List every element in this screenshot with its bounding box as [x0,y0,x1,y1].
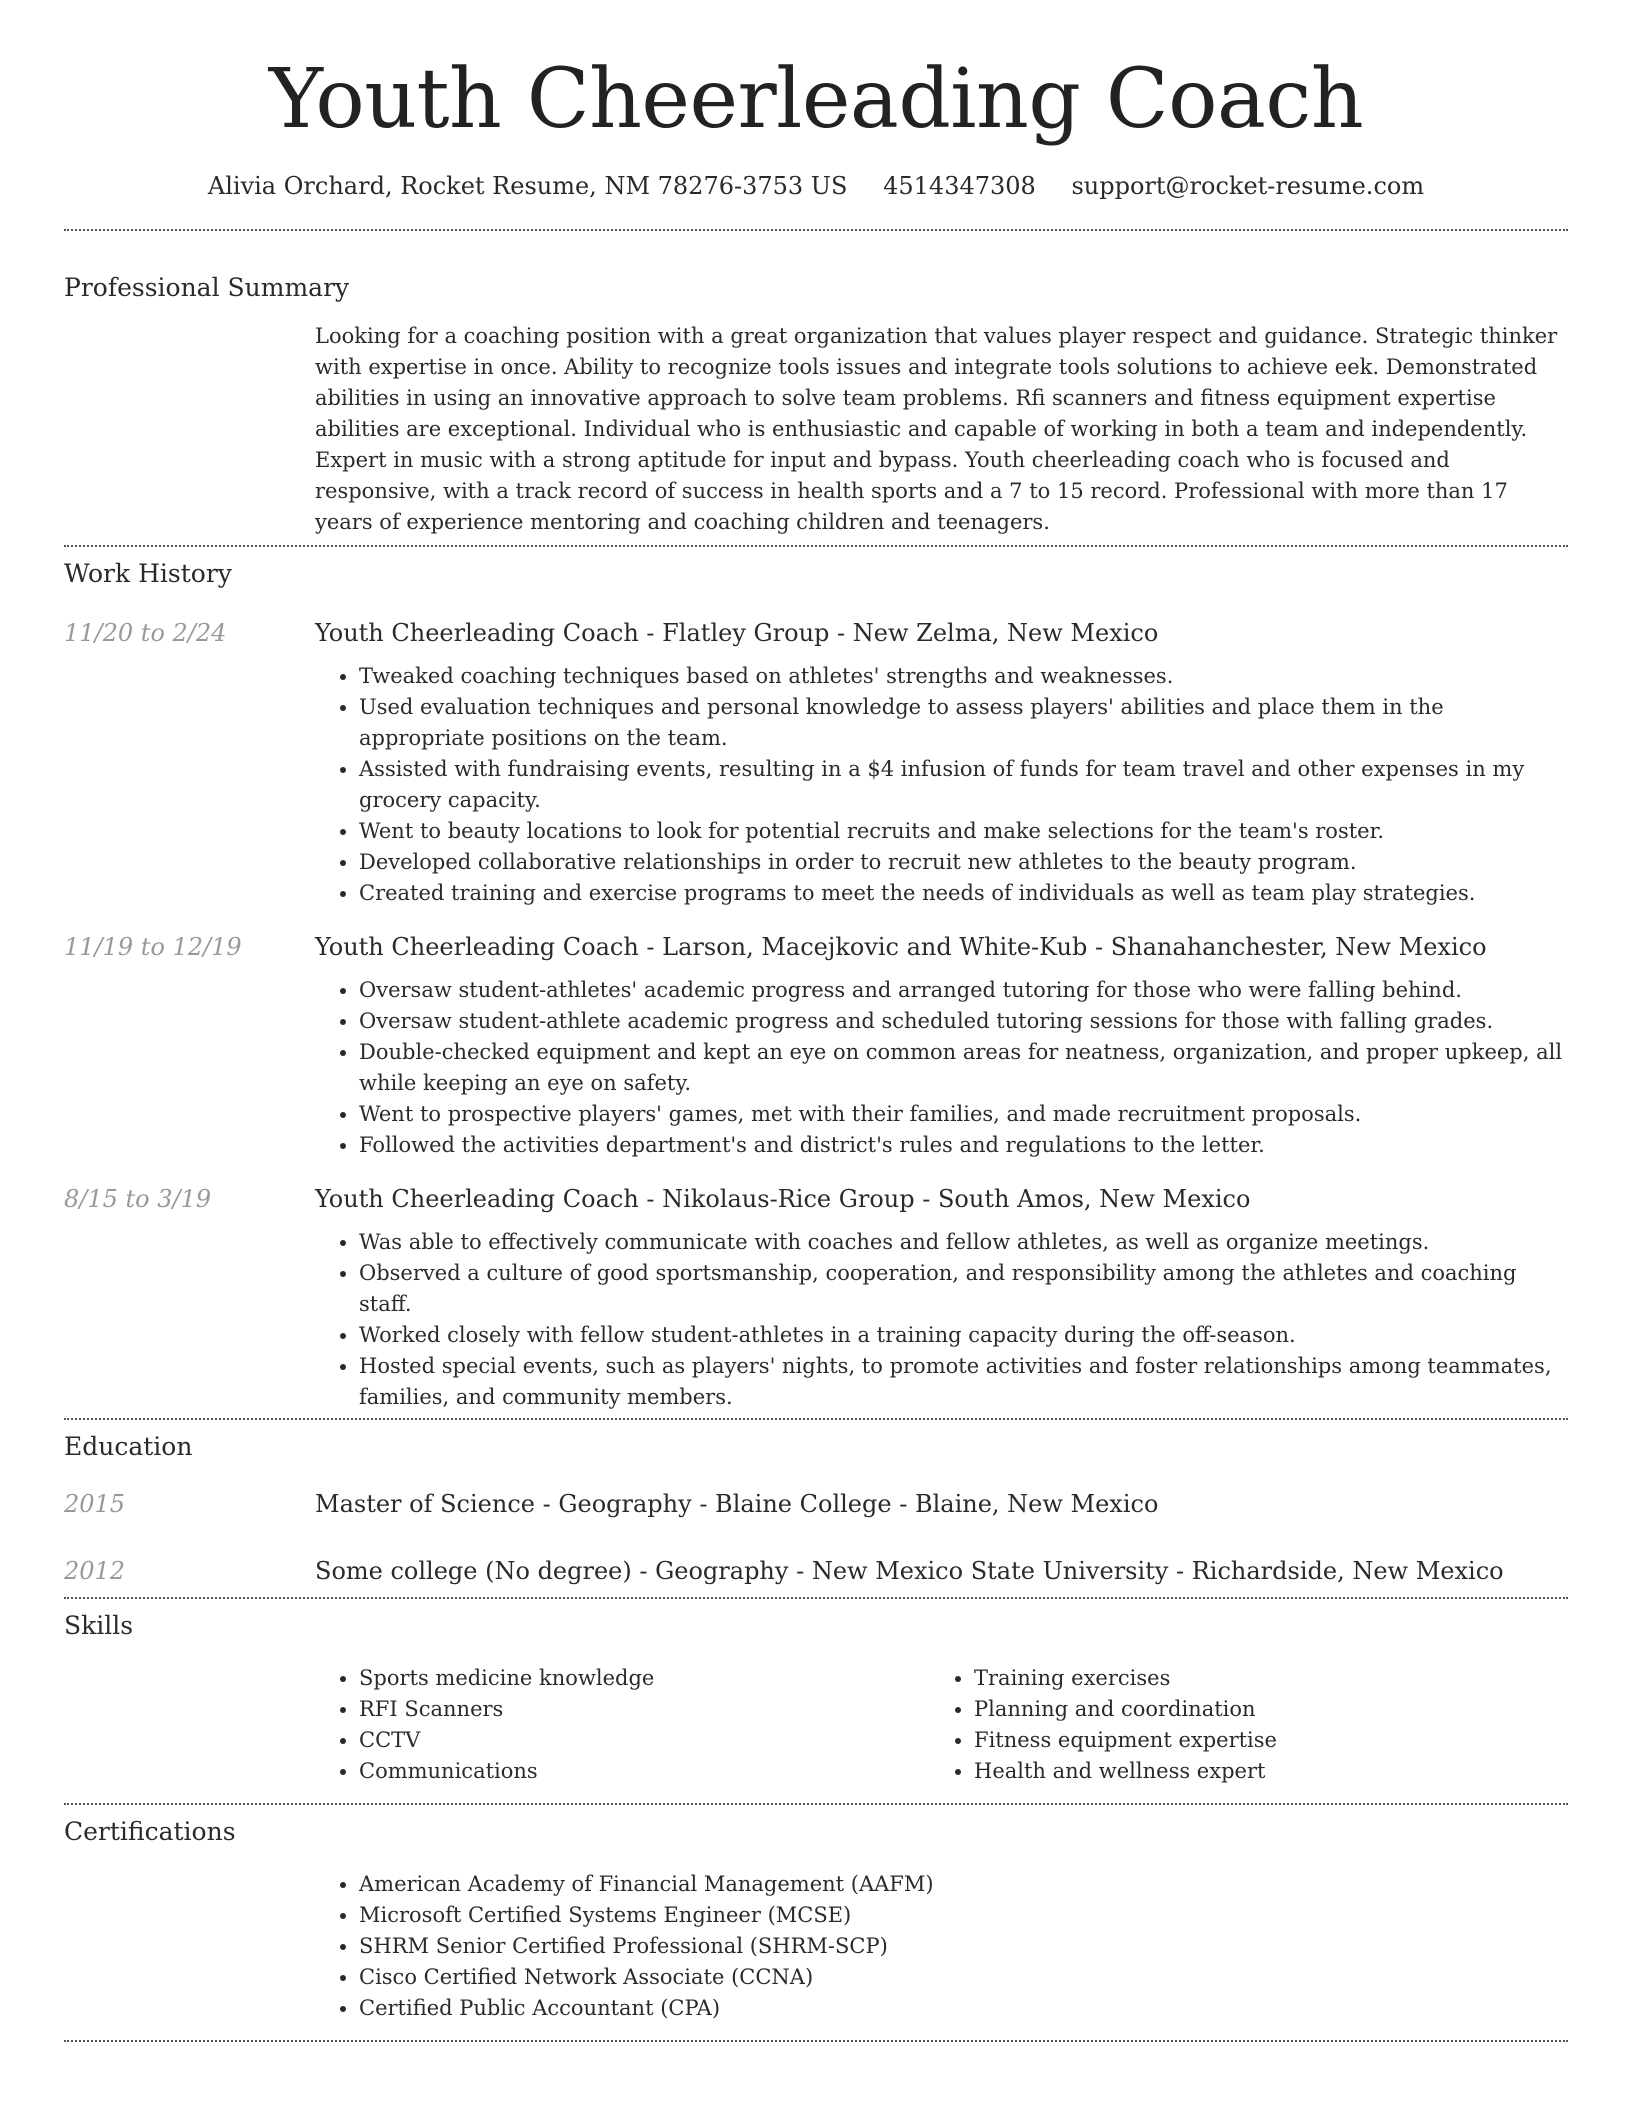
section-divider [64,229,1568,231]
skill-item: • Communications [359,1756,930,1787]
section-divider [64,545,1568,547]
list-item: • Oversaw student-athletes' academic progress and arranged tutoring for those who were falling behind. [359,975,1568,1006]
education-year: 2015 [64,1490,126,1518]
list-item: • Used evaluation techniques and personal knowledge to assess players' abilities and place them in the appropriate positions on the team. [359,692,1568,754]
certifications-list [315,1869,1568,2024]
job-title: Youth Cheerleading Coach - Larson, Macejkovic and White-Kub - Shanahanchester, New Mexico [315,933,1487,961]
list-item: • Double-checked equipment and kept an eye on common areas for neatness, organization, and proper upkeep, all while keeping an eye on safety. [359,1037,1568,1099]
skills-left-spacer [64,1663,315,1787]
resume-header [64,0,1568,202]
education-heading: Education [64,1432,193,1461]
certification-item: • Certified Public Accountant (CPA) [359,1993,1568,2024]
list-item: • Worked closely with fellow student-athletes in a training capacity during the off-season. [359,1320,1568,1351]
list-item: • Followed the activities department's and district's rules and regulations to the letter. [359,1130,1568,1161]
certification-item: • SHRM Senior Certified Professional (SHRM-SCP) [359,1931,1568,1962]
summary-heading: Professional Summary [64,273,350,302]
section-divider [64,2040,1568,2042]
certifications-heading: Certifications [64,1817,236,1846]
list-item: • Oversaw student-athlete academic progress and scheduled tutoring sessions for those with falling grades. [359,1006,1568,1037]
skill-item: • Sports medicine knowledge [359,1663,930,1694]
section-divider [64,1803,1568,1805]
job-entry [64,1183,1568,1413]
list-item: • Created training and exercise programs to meet the needs of individuals as well as team play strategies. [359,878,1568,909]
education-entry [64,1488,1568,1520]
education-section [64,1430,1568,1587]
skills-grid [315,1663,1568,1787]
contact-address: Alivia Orchard, Rocket Resume, NM 78276-3753 US [207,172,848,200]
job-entry [64,931,1568,1161]
skills-section [64,1609,1568,1787]
job-dates: 11/19 to 12/19 [64,933,242,961]
list-item: • Developed collaborative relationships in order to recruit new athletes to the beauty program. [359,847,1568,878]
education-text: Master of Science - Geography - Blaine College - Blaine, New Mexico [315,1490,1159,1518]
contact-email: support@rocket-resume.com [1071,172,1425,200]
job-bullets [315,975,1568,1161]
section-divider [64,1418,1568,1420]
skills-heading: Skills [64,1611,134,1640]
list-item: • Was able to effectively communicate with coaches and fellow athletes, as well as organize meetings. [359,1227,1568,1258]
job-title: Youth Cheerleading Coach - Nikolaus-Rice Group - South Amos, New Mexico [315,1185,1251,1213]
skill-item: • RFI Scanners [359,1694,930,1725]
job-entry [64,617,1568,909]
contact-phone: 4514347308 [883,172,1036,200]
skill-item: • Planning and coordination [974,1694,1568,1725]
certification-item: • Cisco Certified Network Associate (CCNA) [359,1962,1568,1993]
job-dates: 11/20 to 2/24 [64,619,227,647]
certification-item: • American Academy of Financial Management (AAFM) [359,1869,1568,1900]
skills-column [930,1663,1568,1787]
certifications-section [64,1815,1568,2024]
work-history-heading: Work History [64,559,232,588]
job-title: Youth Cheerleading Coach - Flatley Group - New Zelma, New Mexico [315,619,1159,647]
skill-item: • CCTV [359,1725,930,1756]
education-year: 2012 [64,1557,126,1585]
certification-item: • Microsoft Certified Systems Engineer (MCSE) [359,1900,1568,1931]
summary-section [64,271,1568,538]
work-history-section [64,557,1568,1413]
skill-item: • Training exercises [974,1663,1568,1694]
job-dates: 8/15 to 3/19 [64,1185,212,1213]
contact-line [64,170,1568,202]
list-item: • Hosted special events, such as players' nights, to promote activities and foster relationships among teammates, families, and community members. [359,1351,1568,1413]
education-entry [64,1555,1568,1587]
summary-left-spacer [64,321,315,538]
job-bullets [315,1227,1568,1413]
certifications-left-spacer [64,1869,315,2024]
skill-item: • Fitness equipment expertise [974,1725,1568,1756]
skills-column [315,1663,930,1787]
list-item: • Went to prospective players' games, met with their families, and made recruitment proposals. [359,1099,1568,1130]
list-item: • Assisted with fundraising events, resulting in a $4 infusion of funds for team travel and other expenses in my grocery capacity. [359,754,1568,816]
list-item: • Observed a culture of good sportsmanship, cooperation, and responsibility among the athletes and coaching staff. [359,1258,1568,1320]
list-item: • Went to beauty locations to look for potential recruits and make selections for the team's roster. [359,816,1568,847]
summary-text: Looking for a coaching position with a great organization that values player respect and guidance. Strategic thinker with expertise in once. Ability to recognize tools issues and integrate tools solutions to achieve eek. Demonstrated abilities in using an innovative approach to solve team problems. Rfi scanners and fitness equipment expertise abilities are exceptional. Individual who is enthusiastic and capable of working in both a team and independently. Expert in music with a strong aptitude for input and bypass. Youth cheerleading coach who is focused and responsive, with a track record of success in health sports and a 7 to 15 record. Professional with more than 17 years of experience mentoring and coaching children and teenagers. [315,324,1558,534]
education-text: Some college (No degree) - Geography - New Mexico State University - Richardside, New Mexico [315,1557,1504,1585]
resume-name: Youth Cheerleading Coach [268,52,1364,147]
list-item: • Tweaked coaching techniques based on athletes' strengths and weaknesses. [359,661,1568,692]
section-divider [64,1597,1568,1599]
job-bullets [315,661,1568,909]
skill-item: • Health and wellness expert [974,1756,1568,1787]
